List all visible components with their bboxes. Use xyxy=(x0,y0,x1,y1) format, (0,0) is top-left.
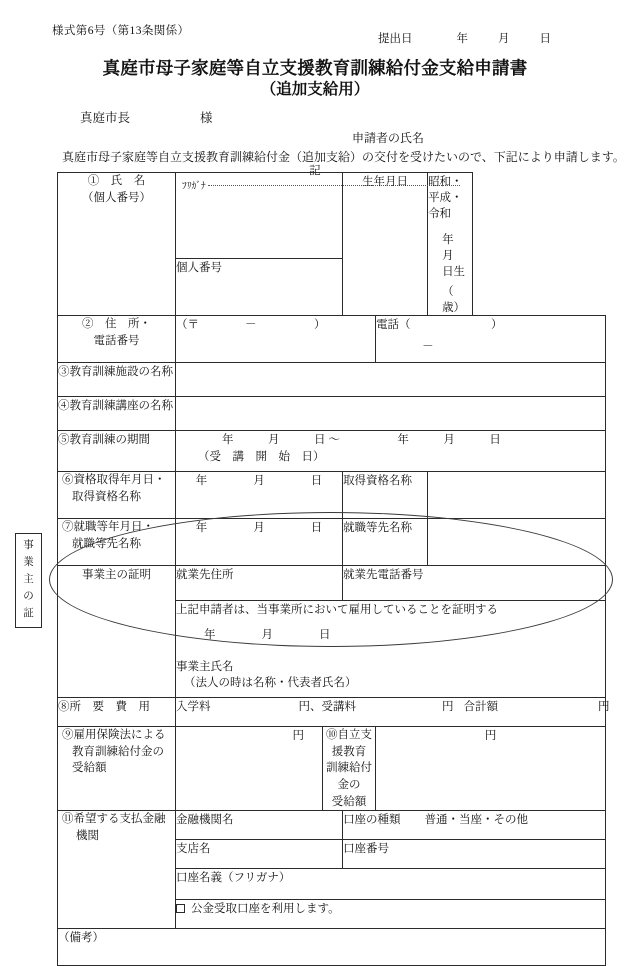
table-row-work-contact xyxy=(58,566,606,601)
my-number-label: 個人番号 xyxy=(176,262,222,275)
furigana-name-cell[interactable] xyxy=(176,173,343,259)
document-subtitle: （追加支給用） xyxy=(260,80,370,98)
public-account-cell[interactable] xyxy=(176,900,606,929)
row10-label-cell xyxy=(323,727,376,811)
account-holder-cell[interactable] xyxy=(176,869,606,900)
employer-owner-name-label: 事業主氏名 xyxy=(176,661,234,673)
account-type-options: 普通・当座・その他 xyxy=(424,814,529,827)
row7-label-cell xyxy=(58,519,176,566)
work-tel-cell[interactable] xyxy=(343,566,606,601)
birthdate-label-cell xyxy=(343,173,428,316)
total-amount-label: 合計額 xyxy=(463,701,498,713)
remarks-cell[interactable] xyxy=(58,929,606,966)
birth-ymd: 年 月 日生 xyxy=(442,234,489,278)
row10-label-line1: ⑩自立支援教育 xyxy=(326,729,373,758)
employer-statement: 上記申請者は、当事業所において雇用していることを証明する xyxy=(176,604,498,616)
postal-code-field: （〒 － ） xyxy=(176,319,326,331)
document-title: 真庭市母子家庭等自立支援教育訓練給付金支給申請書 xyxy=(102,59,528,79)
row4-label: ④教育訓練講座の名称 xyxy=(58,400,173,412)
row6-date-cell[interactable] xyxy=(176,472,343,519)
table-row-costs xyxy=(58,698,606,727)
row3-label: ③教育訓練施設の名称 xyxy=(58,366,173,378)
furigana-label: ﾌﾘｶﾞﾅ xyxy=(182,181,206,192)
work-address-cell[interactable] xyxy=(176,566,343,601)
row7-ymd: 年 月 日 xyxy=(195,522,323,534)
branch-name-label: 支店名 xyxy=(176,843,211,856)
telephone-dash: － xyxy=(422,341,434,353)
table-row-facility xyxy=(58,363,606,397)
course-fee-label: 受講料 xyxy=(321,701,356,713)
work-address-label: 就業先住所 xyxy=(176,569,234,581)
side-label-char-4: 証 xyxy=(23,608,34,620)
row2-label-line1: ② 住 所・ xyxy=(82,318,151,330)
row11-label-line2: 機関 xyxy=(76,830,99,843)
applicant-name-label: 申請者の氏名 xyxy=(352,131,425,145)
address-cell[interactable] xyxy=(176,316,376,363)
employer-cert-label: 事業主の証明 xyxy=(82,569,151,581)
table-row-name xyxy=(58,173,606,259)
employer-statement-cell[interactable] xyxy=(176,601,606,698)
table-row-employment xyxy=(58,519,606,566)
table-row-benefit-amounts xyxy=(58,727,606,811)
side-label-char-1: 業 xyxy=(23,557,34,569)
table-row-remarks xyxy=(58,929,606,966)
course-fee-yen: 円 xyxy=(442,701,454,713)
employer-owner-name-note: （法人の時は名称・代表者氏名） xyxy=(184,677,357,689)
side-label-char-0: 事 xyxy=(23,540,34,552)
row10-label-line2: 訓練給付金の xyxy=(326,762,373,792)
account-holder-label: 口座名義（フリガナ） xyxy=(176,872,291,885)
row9-yen: 円 xyxy=(292,730,304,742)
account-number-cell[interactable] xyxy=(343,840,606,869)
row9-label-line2: 教育訓練給付金の xyxy=(72,745,164,758)
row8-label: ⑧所 要 費 用 xyxy=(58,701,150,713)
employer-cert-label-cell xyxy=(58,566,176,698)
row6-qual-value-cell[interactable] xyxy=(428,472,606,519)
row3-value-cell[interactable] xyxy=(176,363,606,397)
addressee-line xyxy=(80,108,213,126)
row7-emp-label-cell xyxy=(343,519,428,566)
row7-emp-label: 就職等先名称 xyxy=(343,522,413,534)
table-row-address xyxy=(58,316,606,363)
account-type-cell[interactable] xyxy=(343,811,606,840)
row1-label-cell xyxy=(58,173,176,316)
side-label-char-2: 主 xyxy=(23,574,34,586)
row4-label-cell xyxy=(58,397,176,431)
total-amount-yen: 円 xyxy=(598,701,610,713)
row9-value-cell[interactable] xyxy=(176,727,323,811)
row6-label-line1: ⑥資格取得年月日・ xyxy=(62,474,166,486)
row7-label-line2: 就職等先名称 xyxy=(72,537,141,550)
era-options: 昭和・平成・令和 xyxy=(428,176,463,220)
application-table xyxy=(57,172,610,966)
employer-date-line: 年 月 日 xyxy=(204,629,331,641)
remarks-label: （備考） xyxy=(58,932,104,945)
employer-cert-side-label xyxy=(15,533,42,628)
row5-start-note: （受 講 開 始 日） xyxy=(198,451,325,463)
account-number-label: 口座番号 xyxy=(343,843,390,856)
row6-ymd: 年 月 日 xyxy=(195,475,323,487)
row6-label-line2: 取得資格名称 xyxy=(72,490,141,503)
row10-yen: 円 xyxy=(484,730,497,742)
work-tel-label: 就業先電話番号 xyxy=(343,569,424,581)
addressee-name: 真庭市長 xyxy=(80,111,131,125)
row8-value-cell[interactable] xyxy=(176,698,610,727)
row5-label-cell xyxy=(58,431,176,472)
row10-value-cell[interactable] xyxy=(376,727,606,811)
row6-qual-label: 取得資格名称 xyxy=(343,475,413,487)
entrance-fee-label: 入学料 xyxy=(176,701,211,713)
row2-label-cell xyxy=(58,316,176,363)
account-type-label: 口座の種類 xyxy=(343,814,401,827)
submit-year-unit: 年 xyxy=(456,33,468,45)
row7-date-cell[interactable] xyxy=(176,519,343,566)
bank-name-label: 金融機関名 xyxy=(176,814,234,827)
telephone-cell[interactable] xyxy=(376,316,606,363)
table-row-qualification xyxy=(58,472,606,519)
row6-qual-label-cell xyxy=(343,472,428,519)
row7-label-line1: ⑦就職等年月日・ xyxy=(62,521,154,533)
submit-month-unit: 月 xyxy=(498,33,510,45)
row8-label-cell xyxy=(58,698,176,727)
row2-label-line2: 電話番号 xyxy=(93,334,140,347)
row9-label-line1: ⑨雇用保険法による xyxy=(62,729,166,741)
addressee-honorific: 様 xyxy=(200,111,213,125)
table-row-period xyxy=(58,431,606,472)
bank-name-cell[interactable] xyxy=(176,811,343,840)
row6-label-cell xyxy=(58,472,176,519)
submit-date-line xyxy=(378,30,551,46)
birthdate-value-cell[interactable] xyxy=(428,173,512,316)
intro-text: 真庭市母子家庭等自立支援教育訓練給付金（追加支給）の交付を受けたいので、下記により申請します。 xyxy=(62,150,625,164)
age-field: （ 歳） xyxy=(442,286,512,314)
row5-value-cell[interactable] xyxy=(176,431,606,472)
row9-label-line3: 受給額 xyxy=(72,762,107,775)
row5-period: 年 月 日 ～ 年 月 日 xyxy=(222,434,501,446)
entrance-fee-yen: 円、 xyxy=(298,701,322,713)
row7-emp-value-cell[interactable] xyxy=(428,519,606,566)
row9-label-cell xyxy=(58,727,176,811)
table-row-course xyxy=(58,397,606,431)
side-label-char-3: の xyxy=(23,591,34,603)
my-number-cell[interactable] xyxy=(176,259,343,316)
row11-label-cell xyxy=(58,811,176,929)
birthdate-label: 生年月日 xyxy=(362,176,409,188)
row3-label-cell xyxy=(58,363,176,397)
ki-mark: 記 xyxy=(309,165,321,177)
public-account-checkbox[interactable] xyxy=(176,904,185,913)
table-row-bank-name xyxy=(58,811,606,840)
submit-date-label: 提出日 xyxy=(378,33,413,45)
row5-label: ⑤教育訓練の期間 xyxy=(58,434,150,446)
row11-label-line1: ⑪希望する支払金融 xyxy=(62,813,166,826)
row10-label-line3: 受給額 xyxy=(331,795,367,808)
branch-name-cell[interactable] xyxy=(176,840,343,869)
submit-day-unit: 日 xyxy=(539,33,551,45)
row1-label: ① 氏 名 xyxy=(87,175,146,187)
telephone-label: 電話（ ） xyxy=(376,319,503,331)
public-account-label: 公金受取口座を利用します。 xyxy=(191,903,340,916)
form-number: 様式第6号（第13条関係） xyxy=(52,25,190,37)
row1-sub-label: （個人番号） xyxy=(82,191,151,204)
row4-value-cell[interactable] xyxy=(176,397,606,431)
